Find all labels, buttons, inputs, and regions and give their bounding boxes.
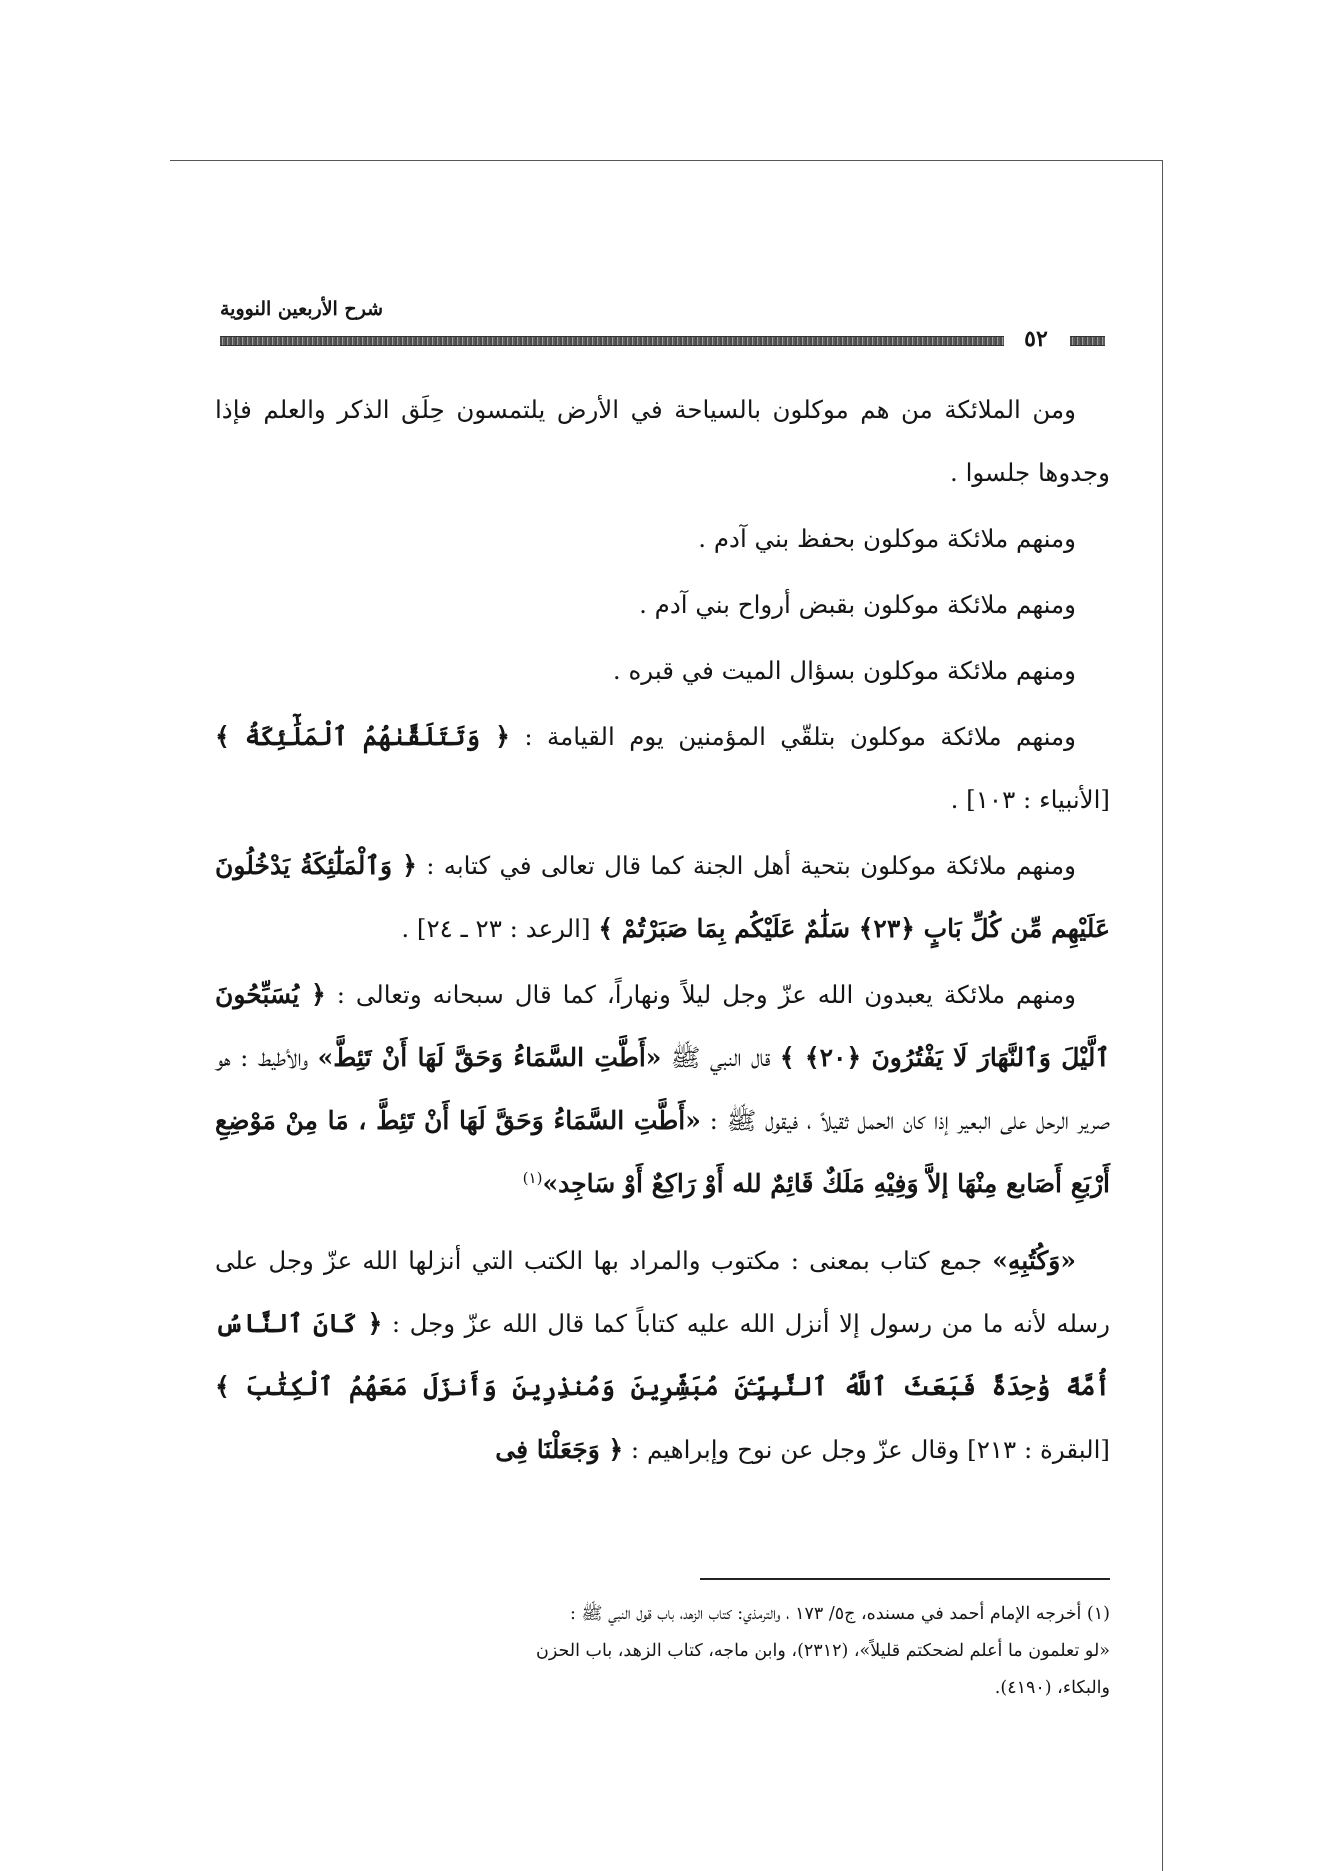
quran-verse: ﴿ وَجَعَلْنَا فِى — [495, 1435, 624, 1464]
verse-reference: [الأنبياء : ١٠٣] . — [950, 785, 1110, 814]
paragraph-text: والأطيط : هو صرير الرحل على البعير إذا كان الحمل ثقيلاً ، فيقول ﷺ : — [215, 1043, 1110, 1135]
verse-reference: [الرعد : ٢٣ ـ ٢٤] . — [401, 914, 591, 943]
paragraph-soul-angels — [215, 573, 1110, 636]
verse-reference: [البقرة : ٢١٣] — [967, 1435, 1110, 1464]
footnote-reference: (١) — [522, 1168, 543, 1187]
quran-verse: ﴿ يُسَبِّحُونَ ٱلَّيْلَ وَٱلنَّهَارَ لَا يَفْتُرُونَ ﴿٢٠﴾ ﴾ — [215, 980, 1110, 1072]
paragraph-text: ومن الملائكة من هم موكلون بالسياحة في الأرض يلتمسون حِلَق الذكر والعلم فإذا وجدوها جلسوا . — [215, 395, 1110, 487]
paragraph-roaming-angels — [215, 378, 1110, 504]
paragraph-text: قال النبي ﷺ — [670, 1043, 771, 1072]
quran-verse: ﴿ كَانَ ٱلنَّاسُ أُمَّةً وَٰحِدَةً فَبَعَثَ ٱللَّهُ ٱلنَّبِيِّـۧنَ مُبَشِّرِينَ وَمُنذِرِينَ وَأَنزَلَ مَعَهُمُ ٱلْكِتَٰبَ ﴾ — [215, 1309, 1110, 1401]
paragraph-text: ومنهم ملائكة موكلون بحفظ بني آدم . — [698, 524, 1076, 553]
paragraph-text: جمع كتاب بمعنى : مكتوب والمراد بها الكتب التي أنزلها الله عزّ وجل على رسله لأنه ما من رسول إلا أنزل الله عليه كتاباً كما قال الله عزّ وجل : — [215, 1246, 1110, 1338]
paragraph-worshipping-angels — [215, 963, 1110, 1215]
paragraph-text: ومنهم ملائكة موكلون بقبض أرواح بني آدم . — [639, 590, 1076, 619]
paragraph-greeting-angels — [215, 834, 1110, 960]
paragraph-text: ومنهم ملائكة موكلون بتحية أهل الجنة كما قال تعالى في كتابه : — [426, 851, 1076, 880]
hadith-quote: «أَطَّتِ السَّمَاءُ وَحَقَّ لَهَا أَنْ تَئِطَّ» — [317, 1043, 662, 1072]
right-page-rule — [1162, 160, 1163, 1871]
main-text — [215, 378, 1110, 1484]
footnote-line: (١) أخرجه الإمام أحمد في مسنده، ج٥/ ١٧٣ ، والترمذي: كتاب الزهد، باب قول النبي ﷺ : — [569, 1604, 1110, 1624]
paragraph-grave-angels — [215, 639, 1110, 702]
paragraph-books — [215, 1229, 1110, 1481]
paragraph-guardian-angels — [215, 507, 1110, 570]
header-ornament-band-right — [1070, 336, 1105, 346]
top-page-rule — [170, 160, 1163, 161]
paragraph-text: وقال عزّ وجل عن نوح وإبراهيم : — [630, 1435, 960, 1464]
footnotes — [215, 1596, 1110, 1707]
paragraph-text: ومنهم ملائكة موكلون بسؤال الميت في قبره . — [612, 656, 1076, 685]
footnote-separator — [700, 1578, 1110, 1580]
paragraph-text: ومنهم ملائكة موكلون بتلقّي المؤمنين يوم القيامة : — [524, 722, 1076, 751]
header-ornament-band — [220, 336, 1004, 346]
footnote-line: والبكاء، (٤١٩٠). — [994, 1678, 1110, 1698]
footnote-line: «لو تعلمون ما أعلم لضحكتم قليلاً»، (٢٣١٢)، وابن ماجه، كتاب الزهد، باب الحزن — [535, 1641, 1110, 1661]
page-number: ٥٢ — [1024, 326, 1048, 352]
paragraph-receiving-angels — [215, 705, 1110, 831]
paragraph-text: ومنهم ملائكة يعبدون الله عزّ وجل ليلاً ونهاراً، كما قال سبحانه وتعالى : — [336, 980, 1076, 1009]
hadith-quote: «وَكُتُبِهِ» — [992, 1246, 1076, 1275]
quran-verse: ﴿ وَٱلْمَلَٰٓئِكَةُ يَدْخُلُونَ عَلَيْهِم مِّن كُلِّ بَابٍ ﴿٢٣﴾ سَلَٰمٌ عَلَيْكُم بِمَا صَبَرْتُمْ ﴾ — [215, 851, 1110, 943]
running-title: شرح الأربعين النووية — [220, 298, 384, 320]
quran-verse: ﴿ وَتَتَلَقَّىٰهُمُ ٱلْمَلَٰٓئِكَةُ ﴾ — [215, 722, 510, 751]
hadith-quote: «أَطَّتِ السَّمَاءُ وَحَقَّ لَهَا أَنْ تَئِطَّ ، مَا مِنْ مَوْضِعِ أَرْبَعِ أَصَابع مِنْهَا إلاَّ وَفِيْهِ مَلَكٌ قَائِمٌ لله أَوْ رَاكِعٌ أَوْ سَاجِد» — [215, 1106, 1110, 1198]
